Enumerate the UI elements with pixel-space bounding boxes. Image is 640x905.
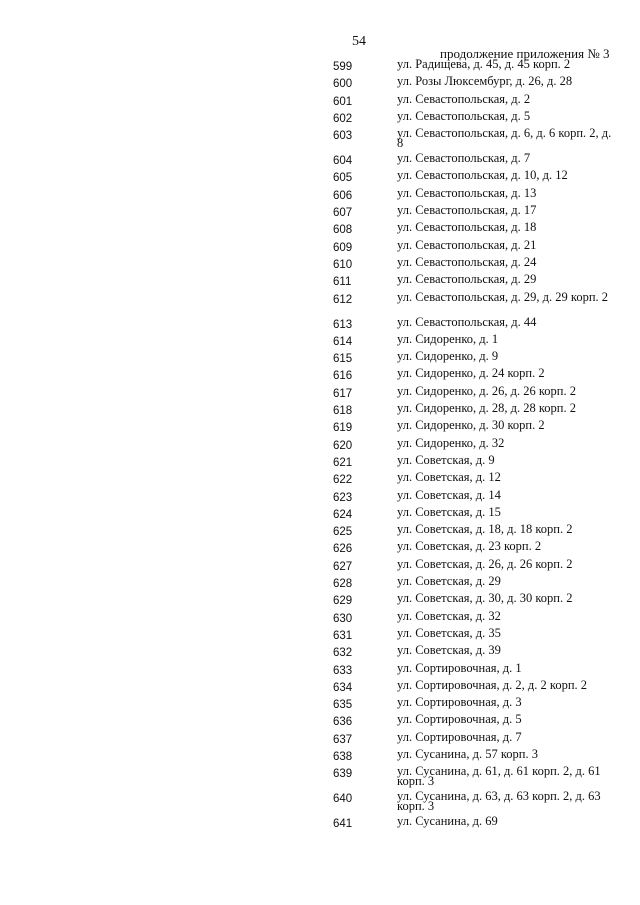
table-row [0,331,640,351]
row-address: ул. Советская, д. 15 [397,504,501,519]
row-number: 607 [333,207,353,220]
table-row [0,524,640,541]
row-address: ул. Советская, д. 12 [397,470,501,485]
row-number: 608 [333,224,353,237]
row-number: 620 [333,439,353,452]
row-number: 628 [333,578,353,591]
table-row [0,314,640,334]
table-row [0,254,640,274]
table-row [0,128,640,153]
row-number: 627 [333,560,353,573]
row-address: ул. Сидоренко, д. 9 [397,349,499,364]
table-row [0,766,640,791]
row-address: ул. Сидоренко, д. 30 корп. 2 [397,418,545,433]
row-address: ул. Севастопольская, д. 44 [397,314,537,329]
table-row [0,205,640,222]
row-address: ул. Советская, д. 14 [397,487,501,502]
row-number: 618 [333,405,353,418]
row-address: ул. Севастопольская, д. 17 [397,203,537,218]
row-number: 641 [333,818,353,831]
table-row [0,237,640,257]
row-number: 602 [333,112,353,125]
row-address: ул. Советская, д. 26, д. 26 корп. 2 [397,556,573,571]
row-address: ул. Севастопольская, д. 29, д. 29 корп. 2 [397,289,609,304]
row-number: 632 [333,647,353,660]
table-row [0,435,640,455]
table-row [0,791,640,816]
row-address: ул. Розы Люксембург, д. 26, д. 28 [397,74,573,89]
row-address: ул. Советская, д. 9 [397,452,495,467]
table-row [0,714,640,731]
row-address: ул. Севастопольская, д. 7 [397,151,531,166]
page-number: 54 [352,34,366,49]
row-number: 623 [333,491,353,504]
row-address: ул. Севастопольская, д. 2 [397,91,531,106]
table-row [0,487,640,507]
table-row [0,697,640,714]
row-address: ул. Сидоренко, д. 28, д. 28 корп. 2 [397,401,576,416]
table-row [0,222,640,239]
row-number: 622 [333,474,353,487]
table-row [0,289,640,317]
row-number: 638 [333,750,353,763]
row-address: ул. Севастопольская, д. 18 [397,220,537,235]
row-address: ул. Сидоренко, д. 26, д. 26 корп. 2 [397,383,576,398]
row-number: 624 [333,508,353,521]
row-number: 617 [333,387,353,400]
row-address: ул. Советская, д. 39 [397,643,501,658]
row-address: ул. Севастопольская, д. 10, д. 12 [397,168,568,183]
row-address: ул. Севастопольская, д. 21 [397,237,537,252]
table-row [0,91,640,111]
row-number: 630 [333,612,353,625]
row-address: ул. Радищева, д. 45, д. 45 корп. 2 [397,57,571,71]
table-row [0,625,640,645]
row-number: 636 [333,716,353,729]
row-address: ул. Севастопольская, д. 24 [397,254,537,269]
row-address: ул. Советская, д. 23 корп. 2 [397,539,542,554]
table-row [0,452,640,472]
table-row [0,608,640,628]
row-address: ул. Сусанина, д. 57 корп. 3 [397,746,538,761]
row-number: 611 [333,276,352,289]
row-number: 599 [333,61,353,73]
table-row [0,472,640,489]
row-address: ул. Сусанина, д. 63, д. 63 корп. 2, д. 63 корп. 3 [397,789,601,814]
table-row [0,593,640,610]
row-number: 631 [333,629,353,642]
row-number: 615 [333,353,353,366]
row-number: 619 [333,422,353,435]
row-number: 626 [333,543,353,556]
row-number: 621 [333,456,353,469]
row-address: ул. Сортировочная, д. 7 [397,729,522,744]
row-address: ул. Сусанина, д. 69 [397,814,498,829]
row-number: 601 [333,95,353,108]
row-number: 639 [333,768,353,781]
table-row [0,556,640,576]
row-number: 629 [333,595,353,608]
row-address: ул. Сидоренко, д. 24 корп. 2 [397,366,545,381]
row-address: ул. Сортировочная, д. 5 [397,712,522,727]
row-address: ул. Севастопольская, д. 5 [397,108,531,123]
row-address: ул. Советская, д. 35 [397,625,501,640]
row-address: ул. Советская, д. 32 [397,608,501,623]
row-number: 614 [333,335,353,348]
row-number: 634 [333,681,353,694]
table-row [0,170,640,187]
table-row [0,274,640,291]
table-row [0,729,640,749]
row-address: ул. Сортировочная, д. 3 [397,695,522,710]
row-address: ул. Сортировочная, д. 2, д. 2 корп. 2 [397,677,588,692]
row-number: 635 [333,699,353,712]
row-address: ул. Сидоренко, д. 1 [397,331,499,346]
row-address: ул. Сусанина, д. 61, д. 61 корп. 2, д. 61 корп. 3 [397,764,601,789]
row-number: 625 [333,526,353,539]
row-number: 609 [333,241,353,254]
row-address: ул. Сортировочная, д. 1 [397,660,522,675]
table-row [0,677,640,697]
row-address: ул. Советская, д. 18, д. 18 корп. 2 [397,522,573,537]
row-number: 613 [333,318,353,331]
row-address: ул. Советская, д. 30, д. 30 корп. 2 [397,591,573,606]
row-address: ул. Севастопольская, д. 13 [397,185,537,200]
table-row [0,420,640,437]
row-address: ул. Севастопольская, д. 6, д. 6 корп. 2, д. 8 [397,126,612,151]
table-row [0,645,640,662]
row-address: ул. Сидоренко, д. 32 [397,435,505,450]
table-row [0,76,640,93]
row-number: 640 [333,793,353,806]
row-number: 600 [333,78,353,91]
table-row [0,816,640,833]
row-number: 606 [333,189,353,202]
row-address: ул. Советская, д. 29 [397,574,501,589]
row-number: 610 [333,258,353,271]
row-number: 616 [333,370,353,383]
row-number: 604 [333,155,353,168]
row-number: 605 [333,172,353,185]
row-number: 603 [333,130,353,143]
row-number: 633 [333,664,353,677]
row-number: 612 [333,293,353,306]
address-table [0,59,640,834]
row-address: ул. Севастопольская, д. 29 [397,272,537,287]
appendix-continuation-note: продолжение приложения № 3 [440,46,610,61]
row-number: 637 [333,733,353,746]
table-row [0,185,640,205]
